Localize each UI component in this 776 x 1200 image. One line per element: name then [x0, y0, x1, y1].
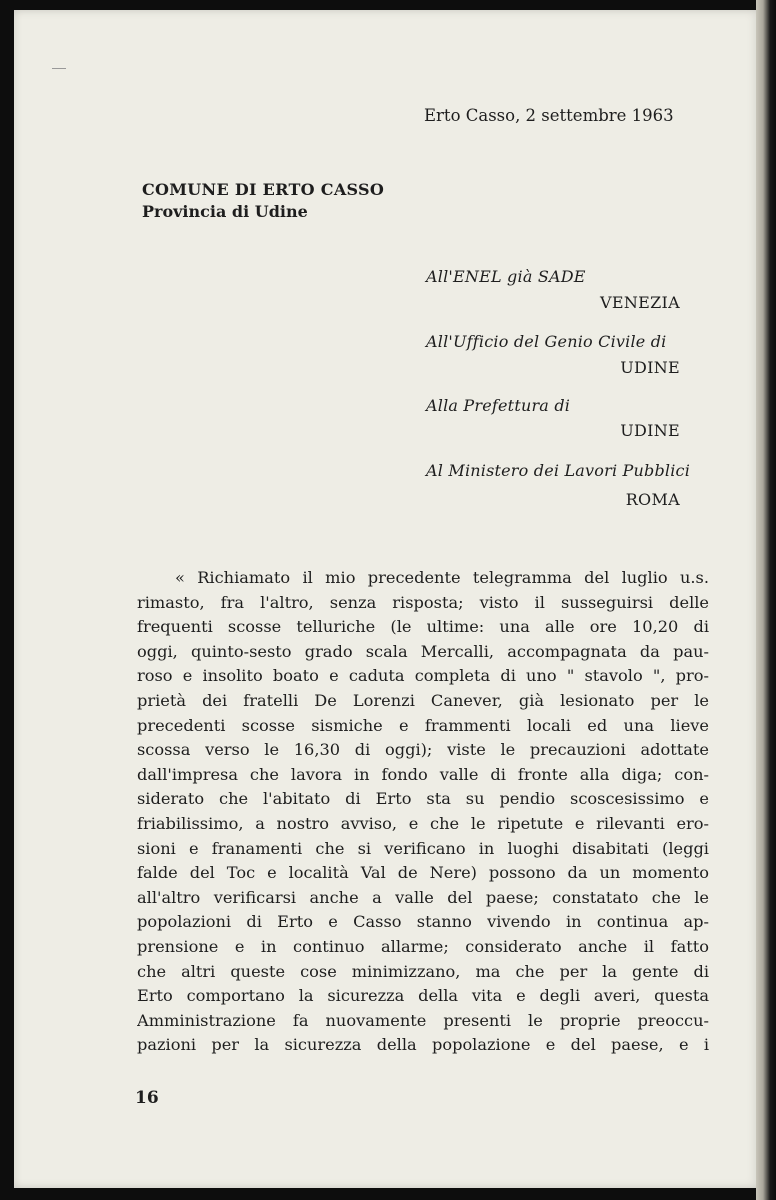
body-line: dall'impresa che lavora in fondo valle di fronte alla diga; con-: [137, 764, 709, 784]
body-line: roso e insolito boato e caduta completa di uno " stavolo ", pro-: [137, 666, 709, 686]
recipient-city: UDINE: [620, 421, 680, 440]
body-line: popolazioni di Erto e Casso stanno vivendo in continua ap-: [137, 912, 709, 932]
body-line: « Richiamato il mio precedente telegramma del luglio u.s.: [175, 568, 709, 587]
body-line: sioni e franamenti che si verificano in luoghi disabitati (leggi: [137, 838, 709, 858]
body-line: frequenti scosse telluriche (le ultime: una alle ore 10,20 di: [137, 617, 709, 637]
page-sheet: [14, 10, 762, 1188]
recipient-line: Alla Prefettura di: [426, 396, 571, 415]
margin-mark: [52, 68, 66, 69]
body-line: prietà dei fratelli De Lorenzi Canever, già lesionato per le: [137, 690, 709, 710]
body-line: friabilissimo, a nostro avviso, e che le ripetute e rilevanti ero-: [137, 813, 709, 833]
recipient-line: All'ENEL già SADE: [426, 267, 586, 286]
sender-name: COMUNE DI ERTO CASSO: [142, 180, 385, 199]
body-line: Erto comportano la sicurezza della vita e degli averi, questa: [137, 986, 709, 1006]
letter-body: [137, 566, 709, 1058]
recipient-city: UDINE: [620, 358, 680, 377]
body-line: all'altro verificarsi anche a valle del paese; constatato che le: [137, 887, 709, 907]
recipient-line: All'Ufficio del Genio Civile di: [426, 332, 667, 351]
body-line: Amministrazione fa nuovamente presenti le proprie preoccu-: [137, 1010, 709, 1030]
recipient-line: Al Ministero dei Lavori Pubblici: [426, 461, 691, 480]
body-line: scossa verso le 16,30 di oggi); viste le precauzioni adottate: [137, 740, 709, 760]
recipient-city: VENEZIA: [599, 293, 680, 312]
body-line: rimasto, fra l'altro, senza risposta; visto il susseguirsi delle: [137, 592, 709, 612]
recipient-city: ROMA: [625, 490, 680, 509]
body-line: oggi, quinto-sesto grado scala Mercalli, accompagnata da pau-: [137, 641, 709, 661]
book-edge: [756, 0, 776, 1200]
body-line: falde del Toc e località Val de Nere) possono da un momento: [137, 863, 709, 883]
body-line: pazioni per la sicurezza della popolazione e del paese, e i: [137, 1035, 709, 1055]
sender-province: Provincia di Udine: [142, 202, 308, 221]
body-line: precedenti scosse sismiche e frammenti locali ed una lieve: [137, 715, 709, 735]
body-line: siderato che l'abitato di Erto sta su pendio scoscesissimo e: [137, 789, 709, 809]
body-line: che altri queste cose minimizzano, ma che per la gente di: [137, 961, 709, 981]
body-line: prensione e in continuo allarme; considerato anche il fatto: [137, 936, 709, 956]
place-date: Erto Casso, 2 settembre 1963: [424, 106, 674, 125]
page-number: 16: [135, 1088, 159, 1108]
